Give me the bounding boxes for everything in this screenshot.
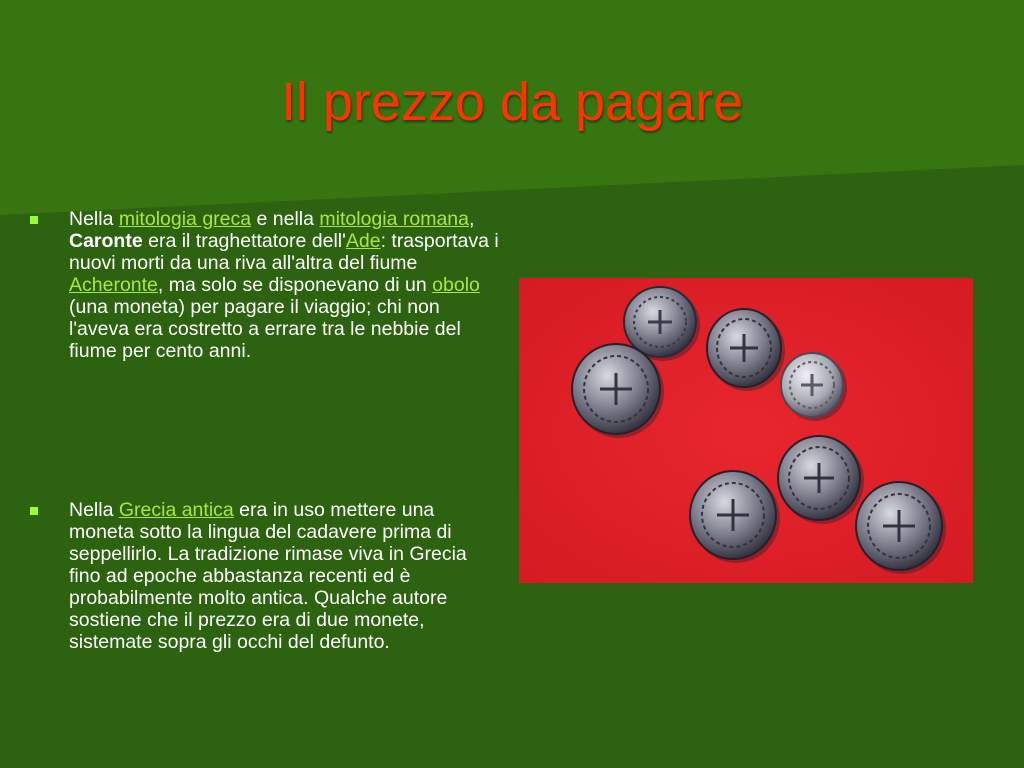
bullet-text: Nella mitologia greca e nella mitologia romana, Caronte era il traghettatore dell'Ade: trasportava i nuovi morti da una riva all'altra del fiume Acheronte, ma solo se disponevano di un obolo (una moneta) per pagare il viaggio; chi non l'aveva era costretto a errare tra le nebbie del fiume per cento anni. <box>69 208 499 362</box>
bullet-item-caronte <box>30 208 500 362</box>
bullet-item-grecia-antica <box>30 499 500 653</box>
bullet-square-icon <box>30 507 38 515</box>
slide-title: Il prezzo da pagare <box>280 72 744 132</box>
link-mitologia-greca[interactable]: mitologia greca <box>118 208 252 230</box>
bullet-square-icon <box>30 216 38 224</box>
caronte-bold: Caronte <box>69 230 143 252</box>
coins-photo <box>519 278 973 583</box>
link-grecia-antica[interactable]: Grecia antica <box>118 499 234 521</box>
link-acheronte[interactable]: Acheronte <box>69 274 158 296</box>
link-obolo[interactable]: obolo <box>432 274 480 296</box>
link-ade[interactable]: Ade <box>345 230 381 252</box>
bullet-text: Nella Grecia antica era in uso mettere una moneta sotto la lingua del cadavere prima di seppellirlo. La tradizione rimase viva in Grecia fino ad epoche abbastanza recenti ed è probabilmente molto antica. Qualche autore sostiene che il prezzo era di due monete, sistemate sopra gli occhi del defunto. <box>69 499 467 653</box>
link-mitologia-romana[interactable]: mitologia romana <box>319 208 469 230</box>
